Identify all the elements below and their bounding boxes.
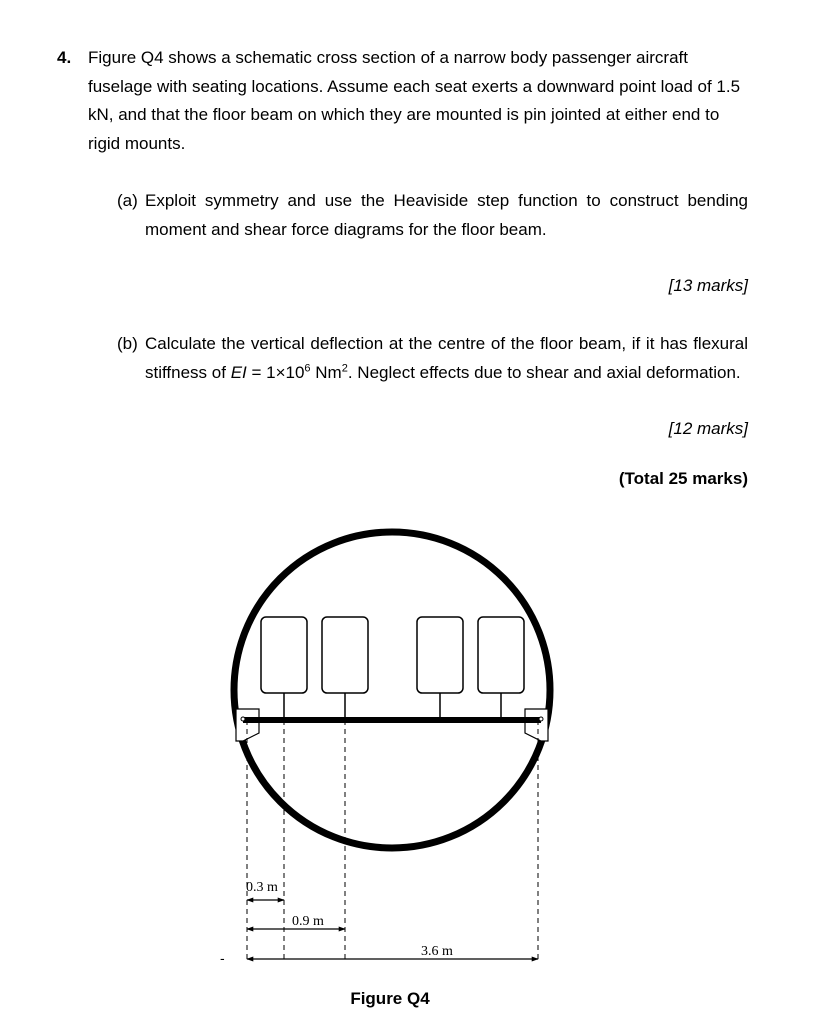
ei-unit-exponent: 2	[341, 361, 348, 374]
right-mount	[525, 709, 548, 741]
part-a-text: Exploit symmetry and use the Heaviside step function to construct bending moment and shear force diagrams for the floor beam.	[145, 191, 748, 239]
seat-1	[261, 617, 307, 693]
seat-3	[417, 617, 463, 693]
left-pin	[241, 717, 245, 721]
ei-value: = 1×10	[246, 362, 305, 382]
ei-symbol: EI	[230, 362, 247, 382]
dim-label-3: 3.6 m	[421, 944, 453, 959]
part-a-marks: [13 marks]	[668, 276, 748, 295]
margin-mark: -	[220, 950, 225, 966]
part-b-marks: [12 marks]	[668, 419, 748, 438]
right-pin	[539, 717, 543, 721]
figure-caption: Figure Q4	[350, 989, 430, 1008]
part-a-label: (a)	[117, 191, 138, 210]
dim-label-1: 0.3 m	[246, 880, 278, 895]
total-marks: (Total 25 marks)	[618, 469, 748, 488]
ei-exponent: 6	[304, 361, 311, 374]
ei-unit: Nm	[310, 362, 342, 382]
dimension-arrows	[247, 900, 538, 959]
question-number: 4.	[57, 48, 72, 67]
dim-label-2: 0.9 m	[292, 914, 324, 929]
question-text: Figure Q4 shows a schematic cross section of a narrow body passenger aircraft fuselage with seating locations. Assume each seat exerts a downward point load of 1.5 kN, and that the floor beam on which they are mounted is pin jointed at either end to rigid mounts.	[88, 48, 741, 153]
seat-2	[322, 617, 368, 693]
part-b-text-before: Calculate the vertical deflection at the centre of the floor beam, if it has flexural stiffness of	[145, 334, 748, 382]
part-b-label: (b)	[117, 334, 138, 353]
seat-4	[478, 617, 524, 693]
part-b-text-after: . Neglect effects due to shear and axial deformation.	[347, 362, 741, 382]
extension-lines	[247, 693, 538, 963]
seat-stems	[284, 693, 501, 718]
